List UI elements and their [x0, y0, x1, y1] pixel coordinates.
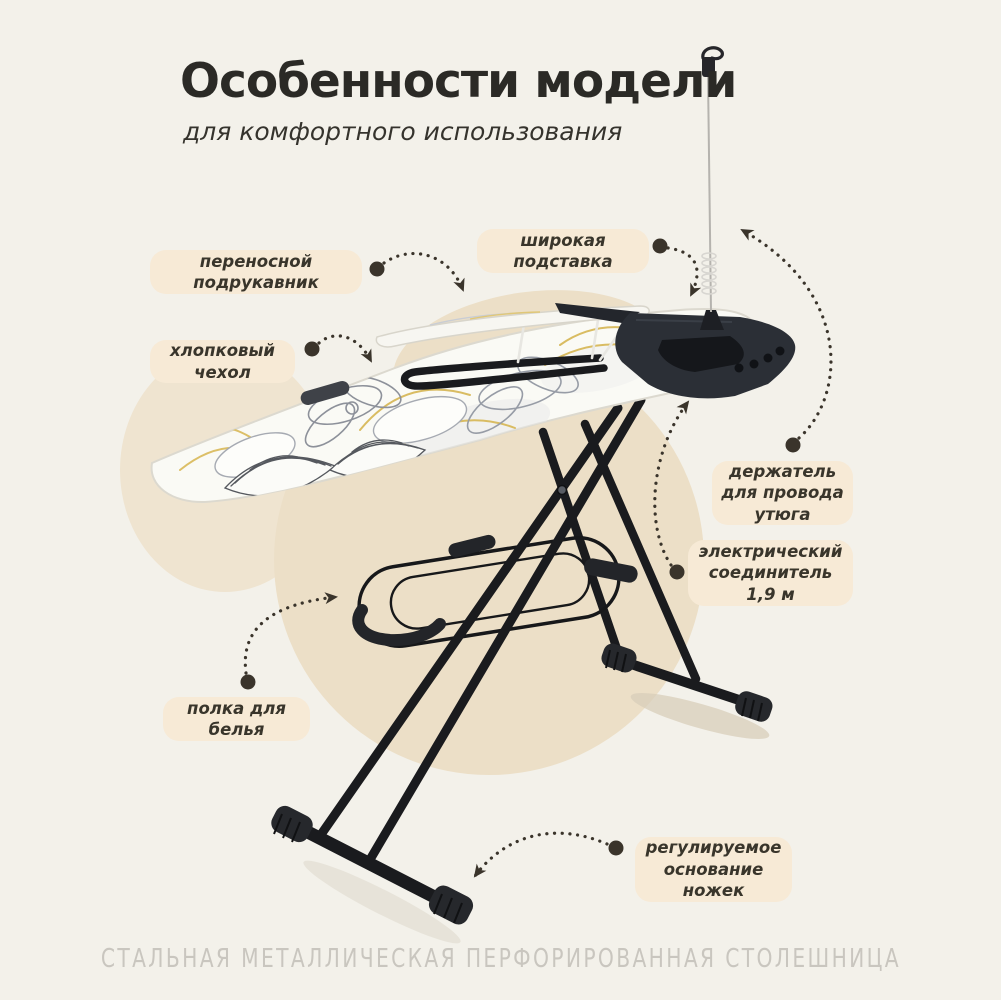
callout-wide-rest-label: широкая подставка [513, 230, 613, 271]
footer-caption-text: СТАЛЬНАЯ МЕТАЛЛИЧЕСКАЯ ПЕРФОРИРОВАННАЯ СТОЛЕШНИЦА [100, 944, 901, 974]
callout-electric-connector [688, 540, 853, 606]
callout-sleeve-board [150, 250, 362, 294]
leg-pivot-bolt [558, 486, 567, 495]
callout-laundry-shelf [163, 697, 310, 741]
page-subtitle: для комфортного использования [183, 117, 623, 146]
footer-caption [0, 941, 1001, 977]
callout-cord-holder-label: держатель для провода утюга [721, 461, 844, 524]
callout-electric-connector-label: электрический соединитель 1,9 м [698, 541, 843, 604]
callout-laundry-shelf-label: полка для белья [187, 698, 286, 739]
callout-wide-rest [477, 229, 649, 273]
callout-sleeve-board-label: переносной подрукавник [193, 251, 319, 292]
page-title: Особенности модели [180, 54, 737, 109]
arrow-to-feet [475, 833, 624, 876]
callout-adjustable-feet-label: регулируемое основание ножек [645, 838, 782, 901]
callout-cord-holder [712, 461, 853, 525]
callout-adjustable-feet [635, 837, 792, 902]
callout-cotton-cover [150, 340, 295, 383]
arrow-to-wide-rest [653, 239, 698, 296]
arrow-to-sleeve-board [370, 254, 464, 290]
callout-cotton-cover-label: хлопковый чехол [170, 341, 275, 382]
arrow-to-cotton-cover [305, 336, 372, 361]
